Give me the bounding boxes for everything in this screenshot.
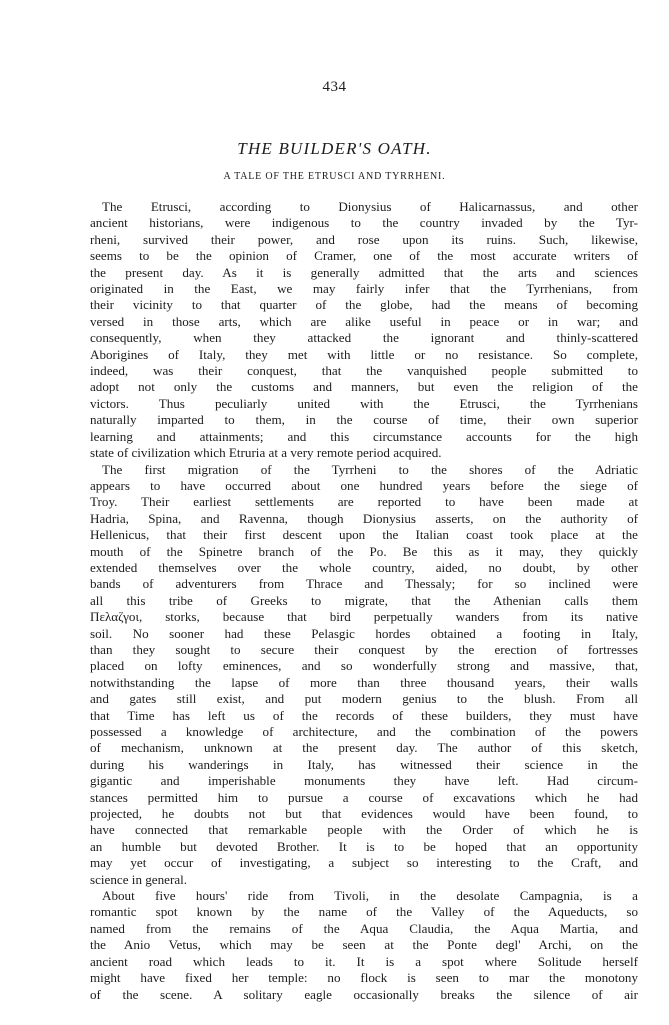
text-line: possessed a knowledge of architecture, and the combination of the powers xyxy=(90,724,638,739)
text-line: ancient road which leads to it. It is a spot where Solitude herself xyxy=(90,953,638,969)
text-line: versed in those arts, which are alike useful in peace or in war; and xyxy=(90,313,638,329)
text-line: rheni, survived their power, and rose upon its ruins. Such, likewise, xyxy=(90,231,638,247)
chapter-subtitle: A TALE OF THE ETRUSCI AND TYRRHENI. xyxy=(223,171,446,182)
text-line: Troy. Their earliest settlements are reported to have been made at xyxy=(90,494,638,510)
page-number: 434 xyxy=(322,79,347,95)
text-line: the Anio Vetus, which may be seen at the Ponte degl' Archi, on the xyxy=(90,937,638,953)
text-line: may yet occur of investigating, a subject so interesting to the Craft, and xyxy=(90,855,638,871)
text-line: during his wanderings in Italy, has witnessed their science in the xyxy=(90,756,638,772)
text-line: might have fixed her temple: no flock is seen to mar the monotony xyxy=(90,970,638,986)
text-line: soil. No sooner had these Pelasgic hordes obtained a footing in Italy, xyxy=(90,625,638,641)
text-line: bands of adventurers from Thrace and Thessaly; for so inclined were xyxy=(90,576,638,592)
text-line: ancient historians, were indigenous to the country invaded by the Tyr- xyxy=(90,215,638,231)
text-line: projected, he doubts not but that evidences would have been found, to xyxy=(90,806,638,822)
text-line: science in general. xyxy=(90,871,188,887)
text-line: naturally imparted to them, in the course of time, their own superior xyxy=(90,412,638,428)
text-line: an humble but devoted Brother. It is to be hoped that an opportunity xyxy=(90,838,638,854)
text-line: victors. Thus peculiarly united with the Etrusci, the Tyrrhenians xyxy=(90,395,638,411)
text-line: and gates still exist, and put modern genius to the blush. From all xyxy=(90,691,638,707)
text-line: of mechanism, unknown at the present day. The author of this sketch, xyxy=(90,740,638,756)
text-line: notwithstanding the lapse of more than three thousand years, their walls xyxy=(90,674,638,690)
text-line: adopt not only the customs and manners, but even the religion of the xyxy=(90,379,638,395)
text-line: stances permitted him to pursue a course of excavations which he had xyxy=(90,789,638,805)
text-line: extended themselves over the whole country, aided, no doubt, by other xyxy=(90,559,638,575)
text-line: than they sought to secure their conquest by the erection of fortresses xyxy=(90,641,638,657)
text-line: appears to have occurred about one hundred years before the siege of xyxy=(90,477,638,493)
text-line: consequently, when they attacked the ignorant and thinly-scattered xyxy=(90,330,638,346)
text-line: placed on lofty eminences, and so wonderfully strong and massive, that, xyxy=(90,658,638,674)
text-line: Hellenicus, that their first descent upon the Italian coast took place at the xyxy=(90,527,638,543)
chapter-title: THE BUILDER'S OATH. xyxy=(237,139,432,158)
text-line: have connected that remarkable people with the Order of which he is xyxy=(90,822,638,838)
text-line: seems to be the opinion of Cramer, one of the most accurate writers of xyxy=(90,248,638,264)
text-line: Hadria, Spina, and Ravenna, though Dionysius asserts, on the authority of xyxy=(90,510,638,526)
text-line: indeed, was their conquest, that the vanquished people submitted to xyxy=(90,363,638,379)
text-line: the present day. As it is generally admitted that the arts and sciences xyxy=(90,264,638,280)
text-line: learning and attainments; and this circumstance accounts for the high xyxy=(90,428,638,444)
text-line: The Etrusci, according to Dionysius of Halicarnassus, and other xyxy=(102,199,638,214)
text-line: About five hours' ride from Tivoli, in the desolate Campagnia, is a xyxy=(102,888,638,904)
text-line: their vicinity to that quarter of the globe, had the means of becoming xyxy=(90,297,638,313)
text-line: romantic spot known by the name of the Valley of the Aqueducts, so xyxy=(90,904,638,920)
text-line: mouth of the Spinetre branch of the Po. Be this as it may, they quickly xyxy=(90,543,638,559)
text-line: gigantic and imperishable monuments they have left. Had circum- xyxy=(90,773,638,789)
text-line: state of civilization which Etruria at a very remote period acquired. xyxy=(90,445,442,461)
text-line: named from the remains of the Aqua Claudia, the Aqua Martia, and xyxy=(90,920,638,936)
text-line: The first migration of the Tyrrheni to the shores of the Adriatic xyxy=(102,461,638,477)
text-line: originated in the East, we may fairly infer that the Tyrrhenians, from xyxy=(90,281,638,297)
text-line: all this tribe of Greeks to migrate, that the Athenian calls them xyxy=(90,592,638,608)
text-line: of the scene. A solitary eagle occasionally breaks the silence of air xyxy=(90,986,638,1002)
text-line: that Time has left us of the records of these builders, they must have xyxy=(90,707,638,723)
body-text xyxy=(90,199,638,1003)
text-line: Πελαζγοι, storks, because that bird perpetually wanders from its native xyxy=(90,609,638,625)
text-line: Aborigines of Italy, they met with little or no resistance. So complete, xyxy=(90,346,638,362)
